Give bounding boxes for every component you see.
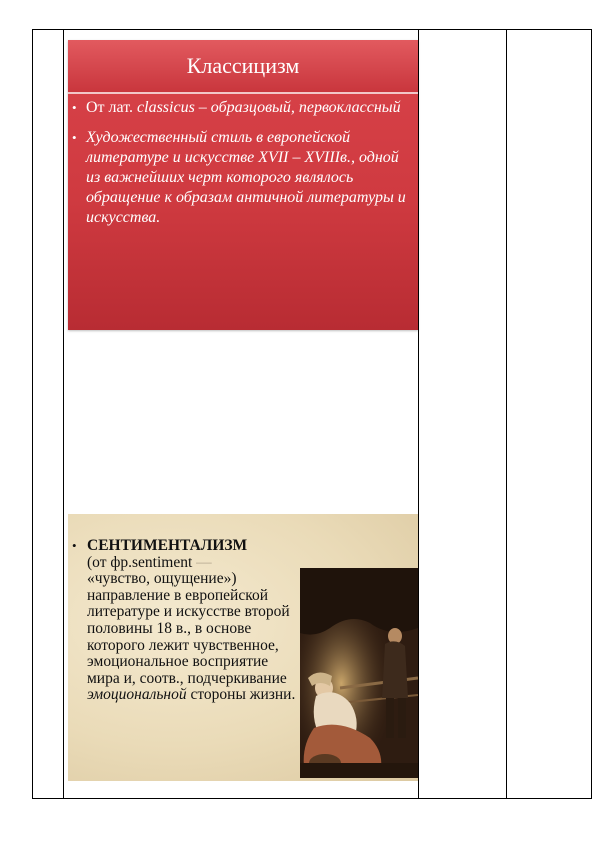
list-item [72,98,414,118]
origin-meaning: «чувство, ощущение») [87,570,237,588]
emphasis-text: эмоциональной [87,686,187,704]
bullet-icon: • [72,538,77,553]
painting-image [300,568,418,778]
classicism-slide [68,40,418,330]
bullet-italic-text: Художественный стиль в европейской литературе и искусстве XVII – XVIIIв., одной из важнейших черт которого являлось обращение к образам античной литературы и искусства. [86,129,406,226]
bullet-icon: • [72,100,77,115]
bullet-icon: • [72,130,77,145]
bullet-prefix: От лат. [86,99,138,116]
table-border-top [32,29,592,30]
table-column-line [506,29,507,799]
table-column-line [32,29,33,799]
slide-bullet-list [72,98,414,238]
table-column-line [63,29,64,799]
table-border-bottom [32,798,592,799]
slide-body [72,538,297,704]
list-item [72,128,414,228]
definition-end: стороны жизни. [190,686,296,704]
table-column-line [591,29,592,799]
slide-heading: СЕНТИМЕНТАЛИЗМ [87,537,248,554]
table-column-line [418,29,419,799]
definition-text: направление в европейской литературе и искусстве второй половины 18 в., в основе которого лежит чувственное, эмоциональное восприятие мира и, соотв., подчеркивание [87,586,290,687]
slide-title: Классицизм [68,40,418,94]
painting-illustration [300,568,418,778]
sentimentalism-slide [68,514,418,781]
bullet-italic-text: classicus – образцовый, первоклассный [137,99,401,116]
origin-text: (от фр.sentiment [87,553,193,571]
origin-dash: — [192,553,212,571]
